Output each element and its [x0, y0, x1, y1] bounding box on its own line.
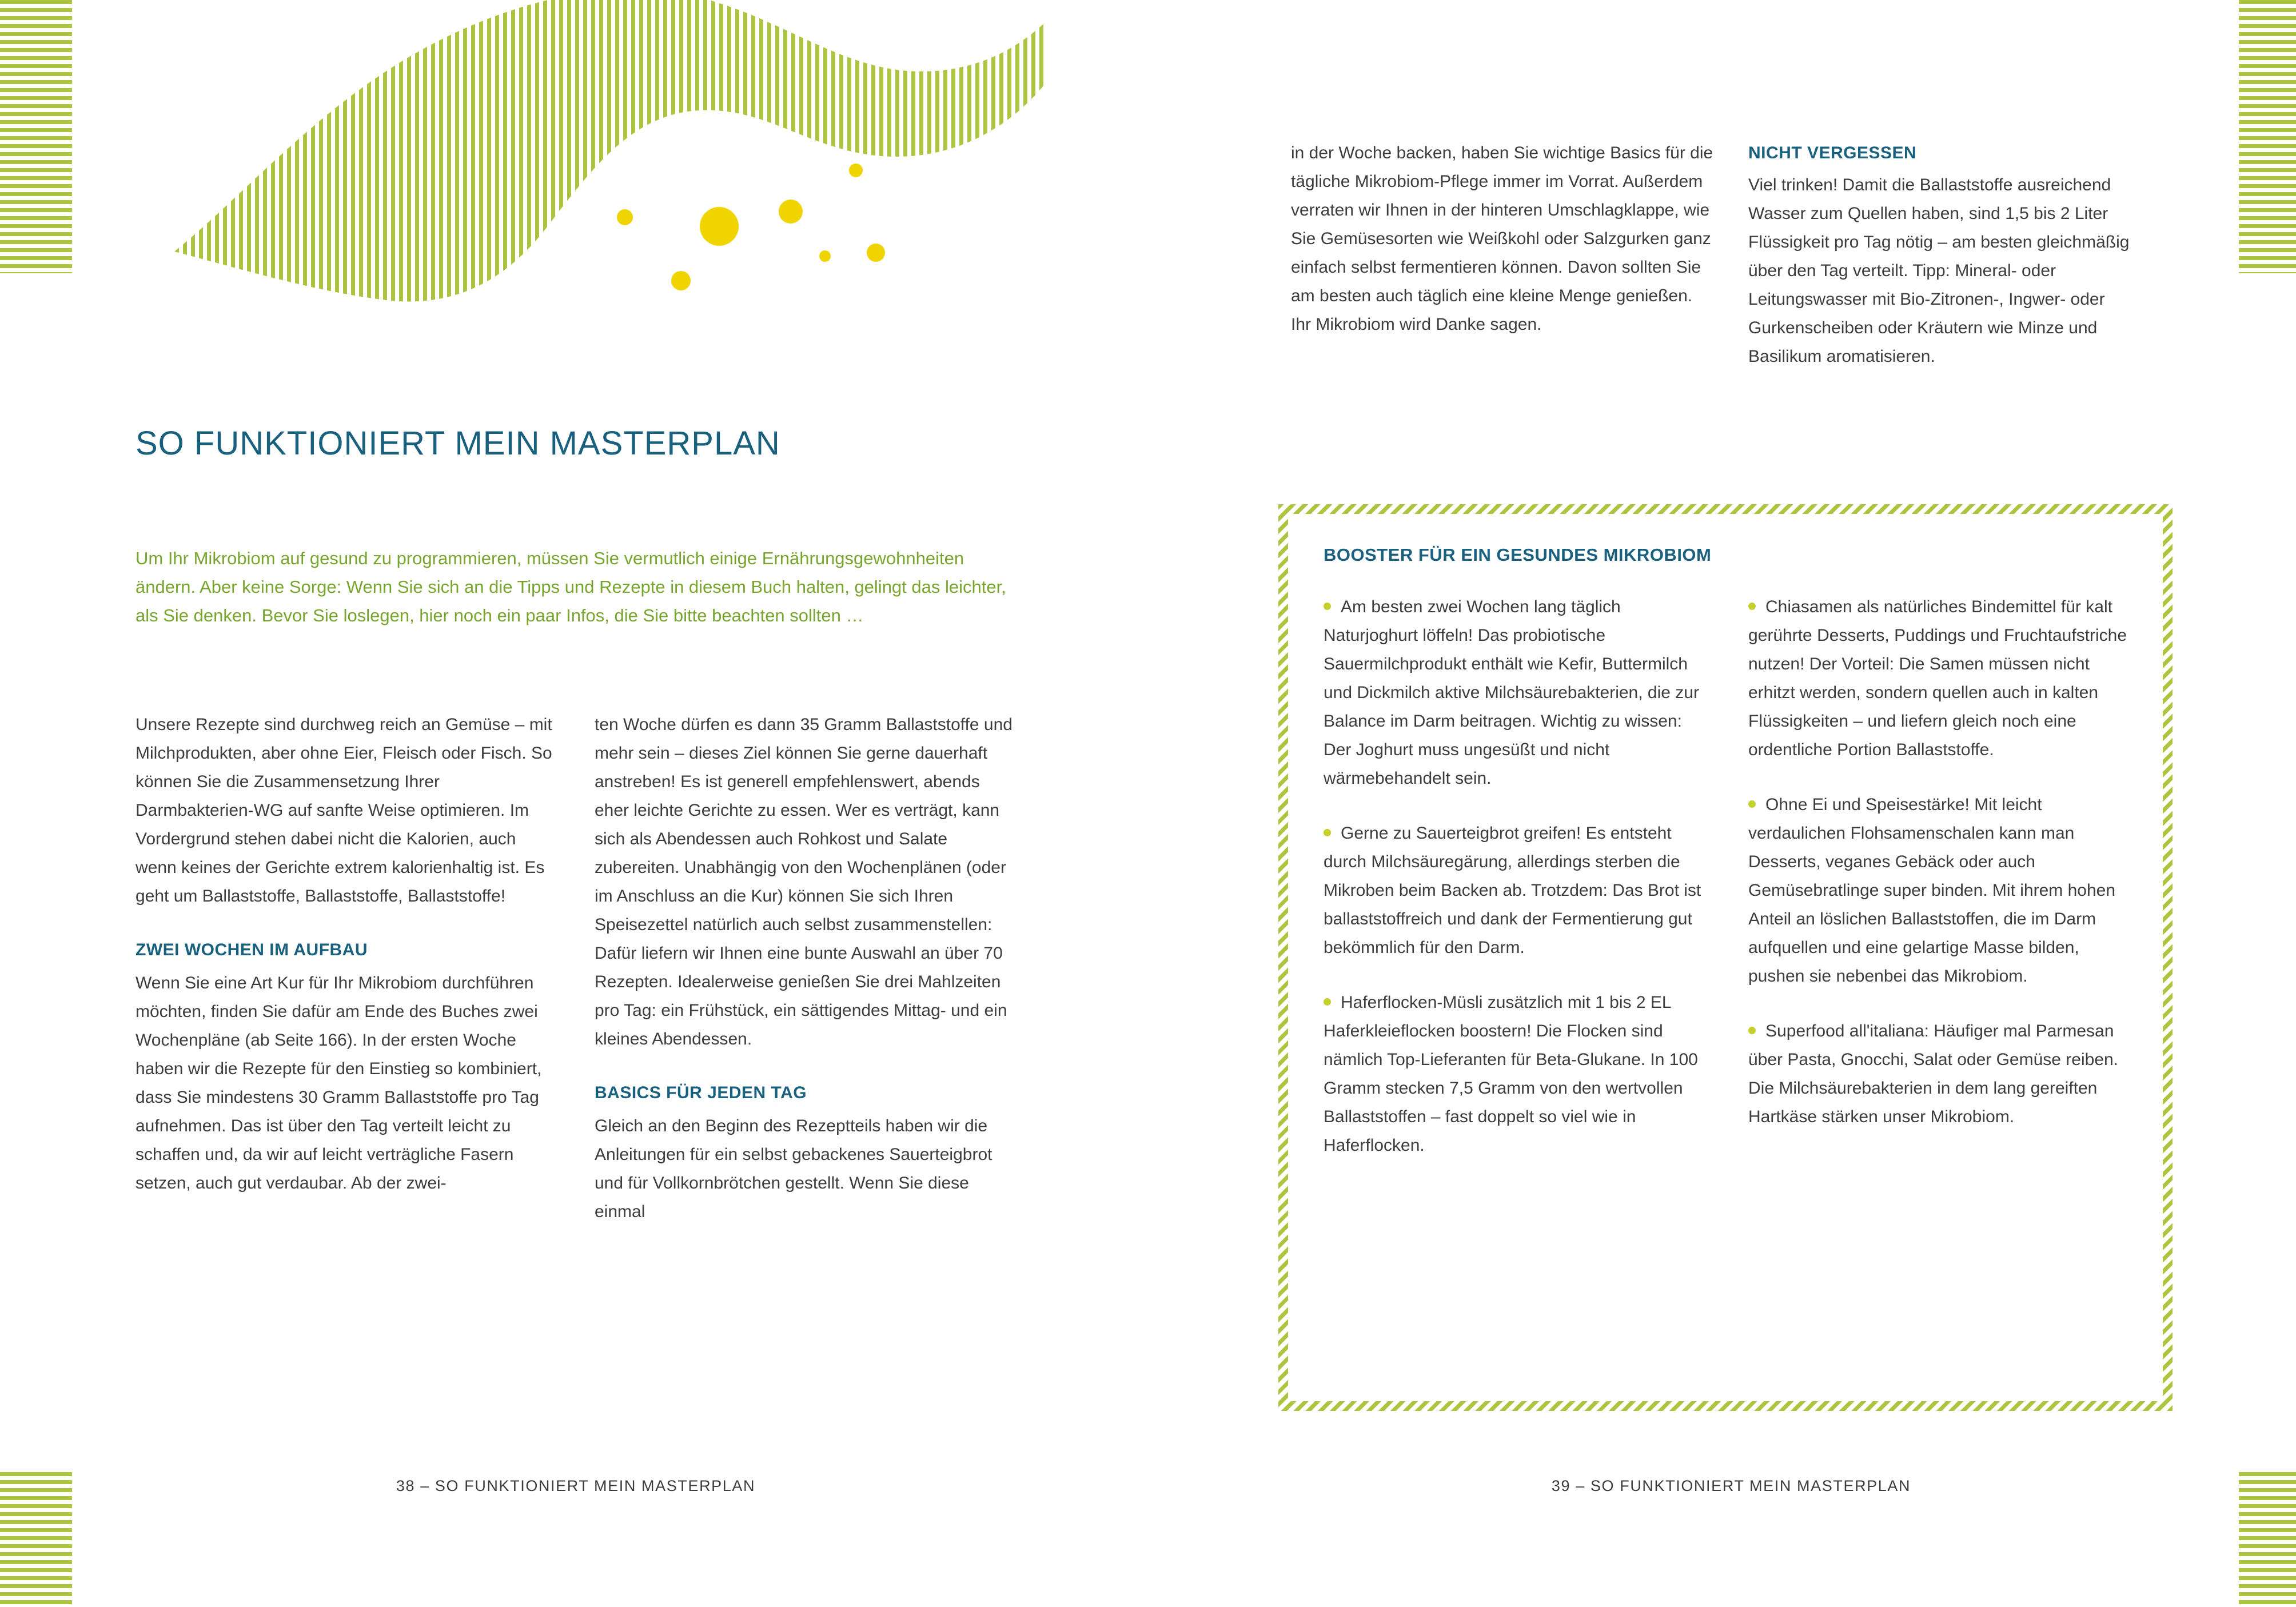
edge-stripes-left-top-decoration [0, 0, 72, 273]
page-title: SO FUNKTIONIERT MEIN MASTERPLAN [135, 425, 780, 462]
body-paragraph: ten Woche dürfen es dann 35 Gramm Ballaststoffe und mehr sein – dieses Ziel können Sie gerne dauerhaft anstreben! Es ist generell empfehlenswert, abends eher leichte Gerichte zu essen. Wer es verträgt, kann sich als Abendessen auch Rohkost und Salate zubereiten. Unabhängig von den Wochenplänen (oder im Anschluss an die Kur) können Sie sich Ihren Speisezettel natürlich auch selbst zusammenstellen: Dafür liefern wir Ihnen eine bunte Auswahl an über 70 Rezepten. Idealerweise genießen Sie drei Mahlzeiten pro Tag: ein Frühstück, ein sättigendes Mittag- und ein kleines Abendessen. [595, 715, 1013, 1048]
booster-column-1 [1324, 593, 1703, 1160]
edge-stripes-right-bottom-decoration [2239, 1472, 2296, 1607]
booster-item-text: Haferflocken-Müsli zusätzlich mit 1 bis 2 EL Haferkleieflocken boostern! Die Flocken sind nämlich Top-Lieferanten für Beta-Glukane. In 100 Gramm stecken 7,5 Gramm von den wertvollen Ballaststoffen – fast doppelt so viel wie in Haferflocken. [1324, 993, 1698, 1155]
booster-column-2 [1748, 593, 2127, 1160]
section-heading-nicht-vergessen: NICHT VERGESSEN [1748, 143, 1917, 162]
body-paragraph: Unsere Rezepte sind durchweg reich an Gemüse – mit Milchprodukten, aber ohne Eier, Fleisch oder Fisch. So können Sie die Zusammensetzung Ihrer Darmbakterien-WG auf sanfte Weise optimieren. Im Vordergrund stehen dabei nicht die Kalorien, auch wenn keines der Gerichte extrem kalorienhaltig ist. Es geht um Ballaststoffe, Ballaststoffe, Ballaststoffe! [135, 715, 552, 906]
booster-item [1324, 593, 1703, 793]
yellow-dot-icon [867, 244, 885, 262]
booster-item [1324, 988, 1703, 1160]
page-footer-right: 39 – SO FUNKTIONIERT MEIN MASTERPLAN [1551, 1477, 1911, 1494]
booster-item [1324, 819, 1703, 962]
body-paragraph: in der Woche backen, haben Sie wichtige Basics für die tägliche Mikrobiom-Pflege immer im Vorrat. Außerdem verraten wir Ihnen in der hinteren Umschlagklappe, wie Sie Gemüsesorten wie Weißkohl oder Salzgurken ganz einfach selbst fermentieren können. Davon sollten Sie am besten auch täglich eine kleine Menge genießen. Ihr Mikrobiom wird Danke sagen. [1291, 143, 1713, 334]
booster-item-text: Chiasamen als natürliches Bindemittel für kalt gerührte Desserts, Puddings und Fruchtaufstriche nutzen! Der Vorteil: Die Samen müssen nicht erhitzt werden, sondern quellen auch in kalten Flüssigkeiten – und liefern gleich noch eine ordentliche Portion Ballaststoffe. [1748, 597, 2127, 759]
yellow-dot-icon [617, 209, 633, 225]
yellow-dot-icon [671, 271, 691, 290]
booster-item-text: Ohne Ei und Speisestärke! Mit leicht verdaulichen Flohsamenschalen kann man Desserts, veganes Gebäck oder auch Gemüsebratlinge super binden. Mit ihrem hohen Anteil an löslichen Ballaststoffen, die im Darm aufquellen und eine gelartige Masse bilden, pushen sie nebenbei das Mikrobiom. [1748, 795, 2116, 986]
booster-info-box-inner [1288, 514, 2163, 1401]
yellow-dot-icon [849, 164, 863, 177]
striped-wave-decoration [63, 0, 1149, 343]
booster-item-text: Superfood all'italiana: Häufiger mal Parmesan über Pasta, Gnocchi, Salat oder Gemüse reiben. Die Milchsäurebakterien in dem lang gereiften Hartkäse stärken unser Mikrobiom. [1748, 1022, 2119, 1126]
right-page-column-1 [1291, 139, 1715, 339]
intro-paragraph: Um Ihr Mikrobiom auf gesund zu programmieren, müssen Sie vermutlich einige Ernährungsgewohnheiten ändern. Aber keine Sorge: Wenn Sie sich an die Tipps und Rezepte in diesem Buch halten, gelingt das leichter, als Sie denken. Bevor Sie loslegen, hier noch ein paar Infos, die Sie bitte beachten sollten … [135, 548, 1006, 625]
booster-columns [1324, 593, 2127, 1160]
booster-item [1748, 593, 2127, 764]
bullet-icon [1324, 998, 1331, 1006]
yellow-dot-icon [779, 200, 803, 224]
left-page-column-2 [595, 711, 1019, 1226]
booster-info-box [1278, 504, 2173, 1411]
booster-item [1748, 1017, 2127, 1131]
section-heading-basics: BASICS FÜR JEDEN TAG [595, 1083, 807, 1102]
body-paragraph: Viel trinken! Damit die Ballaststoffe ausreichend Wasser zum Quellen haben, sind 1,5 bis 2 Liter Flüssigkeit pro Tag nötig – am besten gleichmäßig über den Tag verteilt. Tipp: Mineral- oder Leitungswasser mit Bio-Zitronen-, Ingwer- oder Gurkenscheiben oder Kräutern wie Minze und Basilikum aromatisieren. [1748, 176, 2130, 366]
booster-item-text: Gerne zu Sauerteigbrot greifen! Es entsteht durch Milchsäuregärung, allerdings sterben die Mikroben beim Backen ab. Trotzdem: Das Brot ist ballaststoffreich und dank der Fermentierung gut bekömmlich für den Darm. [1324, 824, 1701, 957]
right-page-column-2 [1748, 139, 2166, 371]
edge-stripes-right-top-decoration [2239, 0, 2296, 273]
booster-item-text: Am besten zwei Wochen lang täglich Naturjoghurt löffeln! Das probiotische Sauermilchprodukt enthält wie Kefir, Buttermilch und Dickmilch aktive Milchsäurebakterien, die zur Balance im Darm beitragen. Wichtig zu wissen: Der Joghurt muss ungesüßt und nicht wärmebehandelt sein. [1324, 597, 1699, 788]
bullet-icon [1324, 603, 1331, 610]
body-paragraph: Gleich an den Beginn des Rezeptteils haben wir die Anleitungen für ein selbst gebackenes Sauerteigbrot und für Vollkornbrötchen gestellt. Wenn Sie diese einmal [595, 1116, 992, 1221]
bullet-icon [1324, 829, 1331, 836]
yellow-dot-icon [700, 207, 739, 246]
page-footer-left: 38 – SO FUNKTIONIERT MEIN MASTERPLAN [396, 1477, 756, 1494]
yellow-dot-icon [819, 250, 831, 262]
body-paragraph: Wenn Sie eine Art Kur für Ihr Mikrobiom durchführen möchten, finden Sie dafür am Ende des Buches zwei Wochenpläne (ab Seite 166). In der ersten Woche haben wir die Rezepte für den Einstieg so kombiniert, dass Sie mindestens 30 Gramm Ballaststoffe pro Tag aufnehmen. Das ist über den Tag verteilt leicht zu schaffen und, da wir auf leicht verträgliche Fasern setzen, auch gut verdaubar. Ab der zwei- [135, 974, 542, 1193]
section-heading-zwei-wochen: ZWEI WOCHEN IM AUFBAU [135, 940, 368, 959]
left-page-column-1 [135, 711, 560, 1198]
bullet-icon [1748, 603, 1756, 610]
booster-item [1748, 791, 2127, 991]
edge-stripes-left-bottom-decoration [0, 1472, 72, 1607]
booster-box-heading: BOOSTER FÜR EIN GESUNDES MIKROBIOM [1324, 545, 1712, 565]
bullet-icon [1748, 1027, 1756, 1034]
bullet-icon [1748, 800, 1756, 808]
